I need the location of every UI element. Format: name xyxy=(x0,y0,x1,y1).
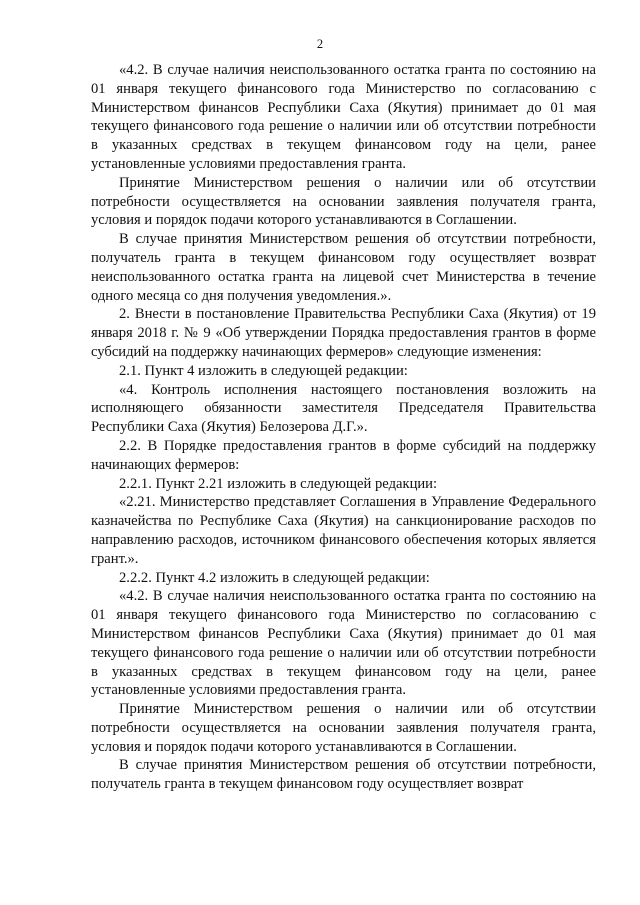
paragraph-item-2-2-1: 2.2.1. Пункт 2.21 изложить в следующей редакции: xyxy=(119,475,438,492)
paragraph-control-clause: «4. Контроль исполнения настоящего постановления возложить на исполняющего обязанности заместителя Председателя Правительства Республики Саха (Якутия) Белозерова Д.Г.». xyxy=(91,381,596,436)
paragraph-refund-obligation-repeat: В случае принятия Министерством решения об отсутствии потребности, получатель гранта в текущем финансовом году осуществляет возврат xyxy=(91,757,596,793)
paragraph-grant-balance-intro: «4.2. В случае наличия неиспользованного остатка гранта по состоянию на 01 января текущего финансового года Министерство по согласованию с Министерством финансов Республики Саха (Якутия) принимает до 01 мая текущего финансового года решение о наличии или об отсутствии потребности в указанных средствах в текущем финансовом году на цели, ранее установленные условиями предоставления гранта. xyxy=(91,62,596,172)
document-body xyxy=(91,61,596,794)
paragraph-clause-2-21: «2.21. Министерство представляет Соглашения в Управление Федерального казначейства по Республике Саха (Якутия) на санкционирование расходов по направлению расходов, источником финансового обеспечения которых является грант.». xyxy=(91,494,596,567)
paragraph-item-2-2: 2.2. В Порядке предоставления грантов в форме субсидий на поддержку начинающих фермеров: xyxy=(91,437,596,473)
paragraph-item-2-2-2: 2.2.2. Пункт 4.2 изложить в следующей редакции: xyxy=(119,569,430,586)
paragraph-decision-basis: Принятие Министерством решения о наличии или об отсутствии потребности осуществляется на основании заявления получателя гранта, условия и порядок подачи которого устанавливаются в Соглашении. xyxy=(91,174,596,229)
paragraph-amend-resolution: 2. Внести в постановление Правительства Республики Саха (Якутия) от 19 января 2018 г. № 9 «Об утверждении Порядка предоставления грантов в форме субсидий на поддержку начинающих фермеров» следующие изменения: xyxy=(91,306,596,360)
paragraph-decision-basis-repeat: Принятие Министерством решения о наличии или об отсутствии потребности осуществляется на основании заявления получателя гранта, условия и порядок подачи которого устанавливаются в Соглашении. xyxy=(91,701,596,755)
page-number: 2 xyxy=(316,37,324,51)
paragraph-refund-obligation: В случае принятия Министерством решения об отсутствии потребности, получатель гранта в текущем финансовом году осуществляет возврат неиспользованного остатка гранта на лицевой счет Министерства в течение одного месяца со дня получения уведомления.». xyxy=(91,231,596,304)
paragraph-clause-4-2: «4.2. В случае наличия неиспользованного остатка гранта по состоянию на 01 января текущего финансового года Министерство по согласованию с Министерством финансов Республики Саха (Якутия) принимает до 01 мая текущего финансового года решение о наличии или об отсутствии потребности в указанных средствах в текущем финансовом году на цели, ранее установленные условиями предоставления гранта. xyxy=(91,588,596,699)
paragraph-item-2-1: 2.1. Пункт 4 изложить в следующей редакции: xyxy=(119,362,408,379)
